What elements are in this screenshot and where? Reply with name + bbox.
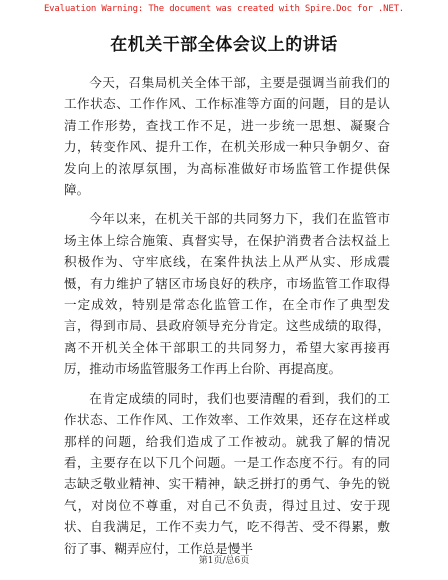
document-body — [64, 72, 390, 567]
evaluation-warning: Evaluation Warning: The document was created with Spire.Doc for .NET. — [43, 4, 405, 14]
paragraph-3: 在肯定成绩的同时，我们也要清醒的看到，我们的工作状态、工作作风、工作效率、工作效果，还存在这样或那样的问题，给我们造成了工作被动。就我了解的情况看，主要存在以下几个问题。一是工作态度不行。有的同志缺乏敬业精神、实干精神，缺乏拼打的勇气、争先的锐气，对岗位不尊重，对自己不负责，得过且过、安于现状、自我满足，工作不卖力气，吃不得苦、受不得累，敷衍了事、糊弄应付，工作总是慢半 — [64, 390, 390, 556]
page-number-footer: 第1页/总6页 — [198, 556, 250, 566]
document-title: 在机关干部全体会议上的讲话 — [110, 35, 338, 55]
paragraph-1: 今天，召集局机关全体干部，主要是强调当前我们的工作状态、工作作风、工作标准等方面的问题，目的是认清工作形势，查找工作不足，进一步统一思想、凝聚合力，转变作风、提升工作，在机关形成一种只争朝夕、奋发向上的浓厚氛围，为高标准做好市场监管工作提供保障。 — [64, 75, 390, 198]
paragraph-2: 今年以来，在机关干部的共同努力下，我们在监管市场主体上综合施策、真督实导，在保护消费者合法权益上积极作为、守牢底线，在案件执法上从严从实、形成震慑，有力维护了辖区市场良好的秩序，市场监管工作取得一定成效，特别是常态化监管工作，在全市作了典型发言，得到市局、县政府领导充分肯定。这些成绩的取得，离不开机关全体干部职工的共同努力，希望大家再接再厉，推动市场监管服务工作再上台阶、再提高度。 — [64, 211, 390, 377]
